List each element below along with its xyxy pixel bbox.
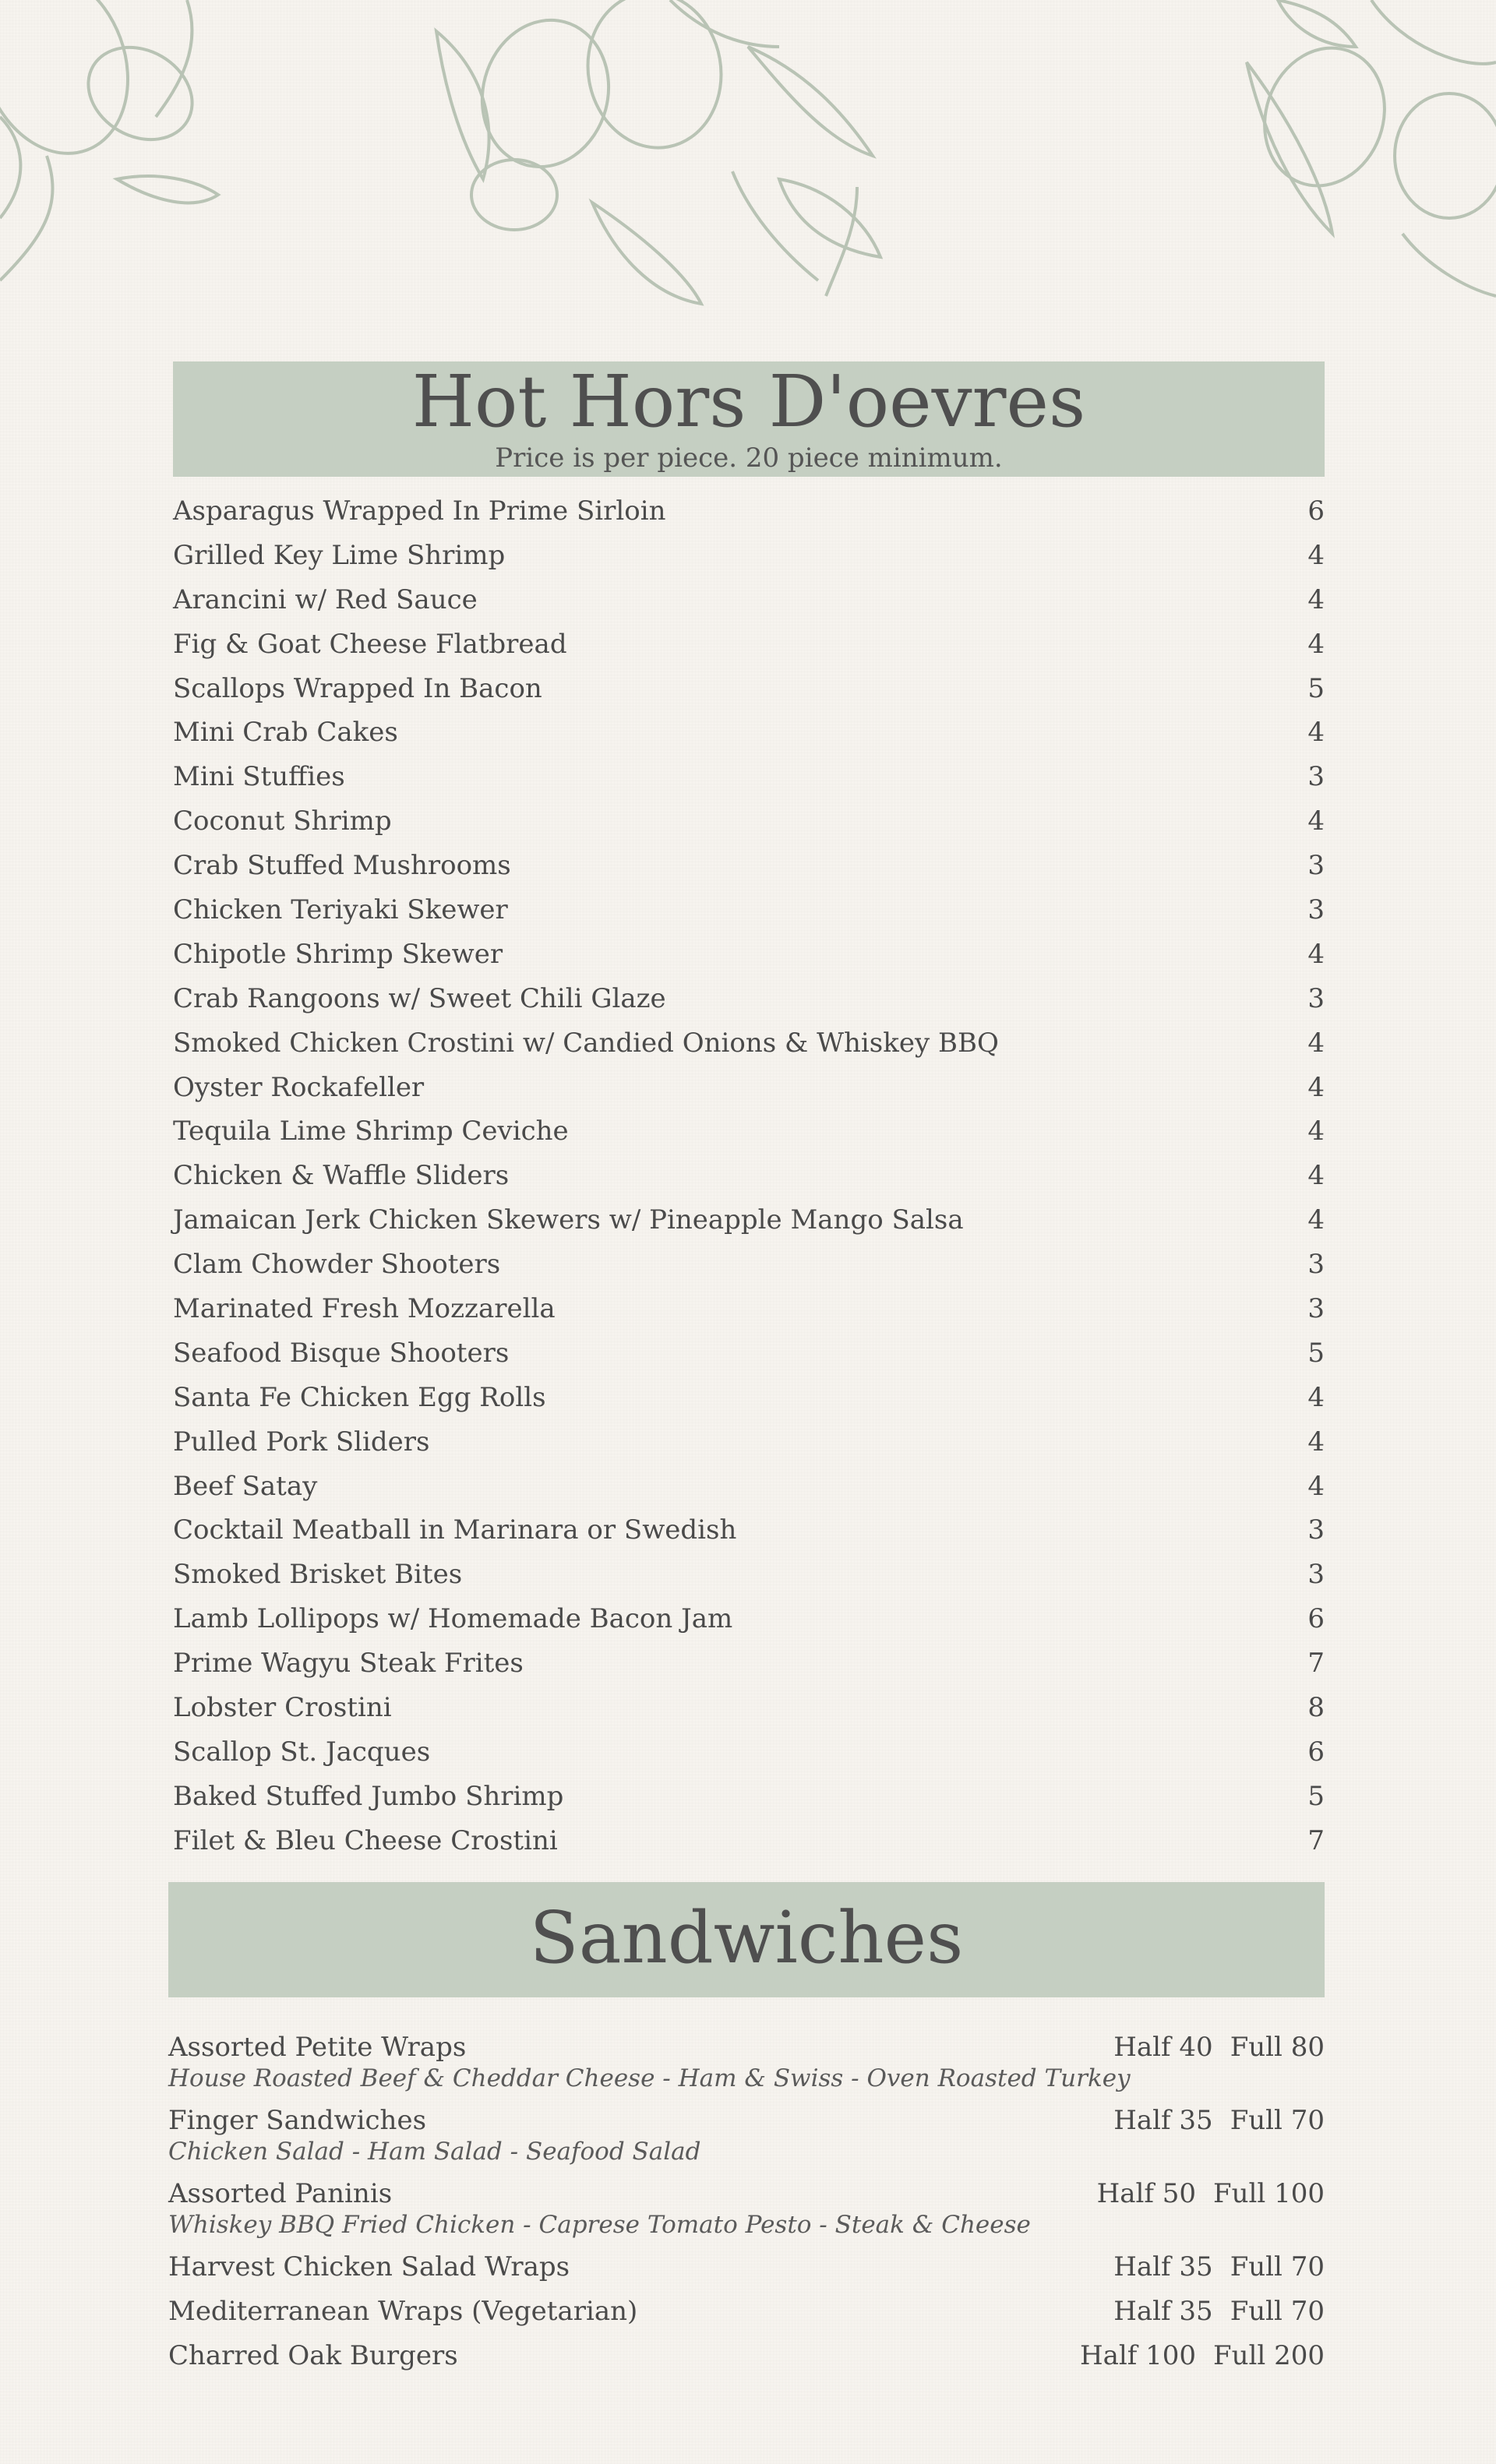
menu-item-name: Smoked Brisket Bites [173, 1559, 463, 1591]
menu-item-name: Beef Satay [173, 1470, 318, 1502]
sandwich-item [168, 2032, 1325, 2096]
menu-item [173, 1559, 1325, 1603]
menu-item-name: Cocktail Meatball in Marinara or Swedish [173, 1514, 737, 1546]
menu-item-name: Arancini w/ Red Sauce [173, 583, 478, 615]
menu-item [173, 1338, 1325, 1382]
sandwich-prices [1063, 2340, 1325, 2371]
sandwich-name: Assorted Petite Wraps [168, 2032, 467, 2063]
full-price: Full 200 [1213, 2340, 1325, 2371]
menu-item-price: 4 [1307, 1381, 1325, 1413]
menu-item-name: Jamaican Jerk Chicken Skewers w/ Pineapple Mango Salsa [173, 1204, 964, 1236]
sandwich-prices [1080, 2178, 1325, 2209]
sandwich-name: Finger Sandwiches [168, 2105, 427, 2136]
sandwich-row [168, 2296, 1325, 2340]
menu-item-price: 4 [1307, 539, 1325, 571]
section-title: Sandwiches [529, 1896, 964, 1979]
menu-item [173, 1471, 1325, 1515]
menu-item-price: 4 [1307, 583, 1325, 615]
sandwich-item [168, 2296, 1325, 2340]
section-subtitle: Price is per piece. 20 piece minimum. [495, 442, 1003, 474]
menu-item [173, 1736, 1325, 1781]
menu-item-price: 7 [1307, 1824, 1325, 1856]
menu-item-price: 4 [1307, 628, 1325, 660]
menu-item-name: Chipotle Shrimp Skewer [173, 938, 503, 970]
sandwich-name: Assorted Paninis [168, 2178, 393, 2209]
menu-item-name: Mini Crab Cakes [173, 717, 398, 749]
menu-item-name: Tequila Lime Shrimp Ceviche [173, 1116, 569, 1147]
sandwich-item [168, 2251, 1325, 2296]
botanical-illustration [0, 0, 1496, 319]
half-price: Half 50 [1096, 2178, 1197, 2209]
menu-item [173, 1204, 1325, 1249]
menu-item [173, 983, 1325, 1028]
menu-item-price: 3 [1307, 1293, 1325, 1325]
menu-item [173, 495, 1325, 540]
menu-item-price: 4 [1307, 1204, 1325, 1236]
menu-item-name: Filet & Bleu Cheese Crostini [173, 1824, 558, 1856]
menu-item [173, 1028, 1325, 1072]
menu-item [173, 761, 1325, 805]
menu-item [173, 1514, 1325, 1559]
menu-item-name: Smoked Chicken Crostini w/ Candied Onions & Whiskey BBQ [173, 1027, 999, 1059]
sandwich-prices [1096, 2251, 1325, 2282]
menu-item-price: 6 [1307, 1736, 1325, 1768]
menu-item-name: Pulled Pork Sliders [173, 1426, 430, 1458]
menu-item-price: 3 [1307, 1249, 1325, 1281]
menu-item-name: Prime Wagyu Steak Frites [173, 1648, 524, 1680]
half-price: Half 35 [1113, 2251, 1213, 2282]
menu-item [173, 1781, 1325, 1825]
menu-item-name: Asparagus Wrapped In Prime Sirloin [173, 495, 666, 527]
half-price: Half 35 [1113, 2296, 1213, 2327]
menu-item-price: 6 [1307, 495, 1325, 527]
menu-item [173, 1072, 1325, 1116]
sandwich-item [168, 2340, 1325, 2385]
full-price: Full 70 [1230, 2296, 1325, 2327]
menu-item-name: Crab Stuffed Mushrooms [173, 850, 511, 882]
menu-item [173, 1293, 1325, 1338]
menu-item-name: Seafood Bisque Shooters [173, 1337, 510, 1369]
sandwich-name: Harvest Chicken Salad Wraps [168, 2251, 570, 2282]
sandwich-name: Mediterranean Wraps (Vegetarian) [168, 2296, 638, 2327]
menu-item [173, 1249, 1325, 1293]
menu-item-price: 8 [1307, 1692, 1325, 1724]
sandwich-description: House Roasted Beef & Cheddar Cheese - Ham & Swiss - Oven Roasted Turkey [168, 2064, 1131, 2092]
menu-item-price: 4 [1307, 1116, 1325, 1147]
menu-item [173, 673, 1325, 717]
menu-item-price: 4 [1307, 1027, 1325, 1059]
menu-item-name: Fig & Goat Cheese Flatbread [173, 628, 567, 660]
menu-item-name: Baked Stuffed Jumbo Shrimp [173, 1780, 564, 1812]
sandwich-name: Charred Oak Burgers [168, 2340, 458, 2371]
menu-item-name: Scallop St. Jacques [173, 1736, 431, 1768]
full-price: Full 70 [1230, 2251, 1325, 2282]
sandwich-row [168, 2251, 1325, 2296]
menu-item-price: 5 [1307, 672, 1325, 704]
menu-item [173, 1116, 1325, 1160]
menu-item-price: 3 [1307, 761, 1325, 793]
menu-item [173, 1426, 1325, 1471]
menu-item [173, 1648, 1325, 1692]
menu-item [173, 1160, 1325, 1204]
menu-item-name: Clam Chowder Shooters [173, 1249, 501, 1281]
half-price: Half 100 [1079, 2340, 1197, 2371]
menu-item-name: Mini Stuffies [173, 761, 345, 793]
menu-item [173, 717, 1325, 761]
menu-item-price: 3 [1307, 1559, 1325, 1591]
menu-item [173, 1603, 1325, 1648]
full-price: Full 100 [1213, 2178, 1325, 2209]
sandwiches-header [168, 1882, 1325, 1997]
sandwich-prices [1096, 2105, 1325, 2136]
menu-item-price: 5 [1307, 1780, 1325, 1812]
menu-item-name: Santa Fe Chicken Egg Rolls [173, 1381, 546, 1413]
hot-menu-list [173, 495, 1325, 1870]
sandwich-row [168, 2340, 1325, 2385]
menu-item-name: Lobster Crostini [173, 1692, 392, 1724]
menu-item [173, 1382, 1325, 1426]
menu-item-name: Chicken Teriyaki Skewer [173, 894, 508, 926]
menu-item-price: 3 [1307, 850, 1325, 882]
sandwich-item [168, 2178, 1325, 2242]
section-title: Hot Hors D'oevres [411, 360, 1086, 443]
full-price: Full 70 [1230, 2105, 1325, 2136]
menu-item-price: 6 [1307, 1603, 1325, 1635]
menu-item [173, 805, 1325, 850]
half-price: Half 35 [1113, 2105, 1213, 2136]
menu-item-name: Marinated Fresh Mozzarella [173, 1293, 556, 1325]
sandwich-item [168, 2105, 1325, 2169]
menu-item-price: 4 [1307, 1470, 1325, 1502]
menu-item-price: 3 [1307, 982, 1325, 1014]
menu-item-name: Chicken & Waffle Sliders [173, 1160, 510, 1192]
full-price: Full 80 [1230, 2032, 1325, 2063]
menu-item [173, 894, 1325, 939]
menu-item-price: 5 [1307, 1337, 1325, 1369]
menu-item [173, 629, 1325, 673]
menu-item-price: 4 [1307, 1426, 1325, 1458]
sandwich-menu-list [168, 2032, 1325, 2385]
half-price: Half 40 [1113, 2032, 1213, 2063]
menu-item-price: 3 [1307, 1514, 1325, 1546]
sandwich-prices [1096, 2296, 1325, 2327]
sandwich-row [168, 2178, 1325, 2211]
sandwich-description: Chicken Salad - Ham Salad - Seafood Salad [168, 2138, 701, 2166]
menu-item [173, 540, 1325, 584]
menu-item-price: 4 [1307, 1160, 1325, 1192]
menu-item-price: 3 [1307, 894, 1325, 926]
menu-item [173, 584, 1325, 629]
menu-item [173, 1825, 1325, 1870]
sandwich-description: Whiskey BBQ Fried Chicken - Caprese Tomato Pesto - Steak & Cheese [168, 2211, 1031, 2239]
menu-item-price: 4 [1307, 1071, 1325, 1103]
menu-item-price: 4 [1307, 938, 1325, 970]
sandwich-row [168, 2032, 1325, 2064]
menu-item-name: Crab Rangoons w/ Sweet Chili Glaze [173, 982, 666, 1014]
menu-item-name: Lamb Lollipops w/ Homemade Bacon Jam [173, 1603, 733, 1635]
menu-item-price: 4 [1307, 805, 1325, 837]
menu-item-price: 7 [1307, 1648, 1325, 1680]
sandwich-row [168, 2105, 1325, 2138]
menu-item-name: Scallops Wrapped In Bacon [173, 672, 542, 704]
hot-hors-doeuvres-header [173, 361, 1325, 477]
menu-item-price: 4 [1307, 717, 1325, 749]
sandwich-prices [1096, 2032, 1325, 2063]
menu-item [173, 939, 1325, 983]
menu-item-name: Grilled Key Lime Shrimp [173, 539, 506, 571]
menu-item [173, 1692, 1325, 1736]
menu-item-name: Oyster Rockafeller [173, 1071, 425, 1103]
menu-item [173, 850, 1325, 894]
menu-item-name: Coconut Shrimp [173, 805, 392, 837]
